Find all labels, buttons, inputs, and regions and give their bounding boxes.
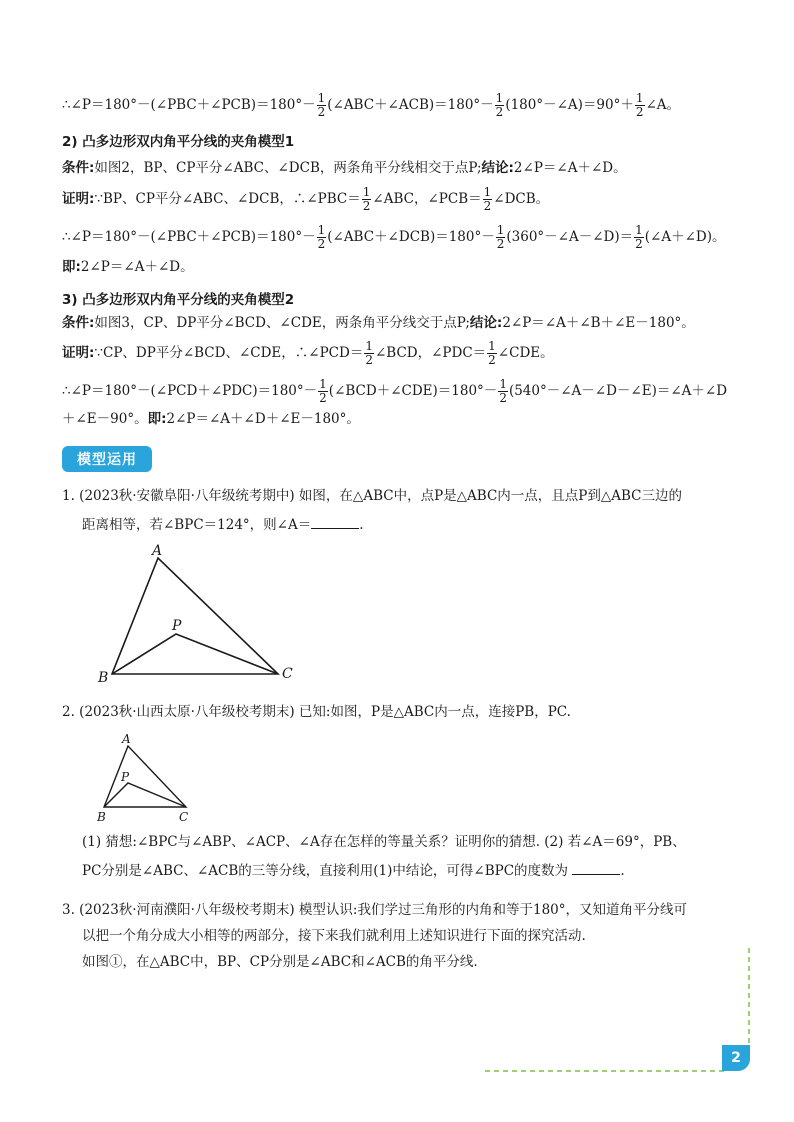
label-c: C bbox=[282, 666, 293, 682]
label-b: B bbox=[97, 810, 106, 824]
label-p: P bbox=[121, 770, 130, 784]
question-2-triangle-figure bbox=[92, 728, 207, 826]
label-c: C bbox=[179, 810, 189, 824]
label-a: A bbox=[122, 732, 131, 746]
segments-pb-pc bbox=[112, 634, 278, 674]
question-1-line-1: 1. (2023秋·安徽阜阳·八年级统考期中) 如图，在△ABC中，点P是△ABC内一点，且点P到△ABC三边的 bbox=[62, 488, 682, 504]
question-3-line-1: 3. (2023秋·河南濮阳·八年级校考期末) 模型认识:我们学过三角形的内角和等于180°，又知道角平分线可 bbox=[62, 902, 688, 918]
label-a: A bbox=[152, 543, 163, 559]
section-heading-model-1: 2) 凸多边形双内角平分线的夹角模型1 bbox=[62, 134, 295, 150]
question-3-line-2: 以把一个角分成大小相等的两部分，接下来我们就利用上述知识进行下面的探究活动. bbox=[82, 928, 586, 944]
question-2-line-1: 2. (2023秋·山西太原·八年级校考期末) 已知:如图，P是△ABC内一点，连接PB，PC. bbox=[62, 704, 571, 720]
answer-blank[interactable] bbox=[311, 514, 359, 529]
section-heading-model-2: 3) 凸多边形双内角平分线的夹角模型2 bbox=[62, 292, 295, 308]
label-b: B bbox=[98, 670, 109, 686]
answer-blank[interactable] bbox=[572, 860, 620, 875]
model-2-proof-line-1: 证明:∵CP、DP平分∠BCD、∠CDE，∴∠PCD＝ $\frac{1}{2}$ ∠BCD，∠PDC＝ $\frac{1}{2}$ ∠CDE。 bbox=[62, 339, 554, 367]
model-1-proof-line-1: 证明:∵BP、CP平分∠ABC、∠DCB，∴∠PBC＝ $\frac{1}{2}$ ∠ABC，∠PCB＝ $\frac{1}{2}$ ∠DCB。 bbox=[62, 185, 550, 213]
page-number: 2 bbox=[722, 1045, 750, 1071]
question-3-line-3: 如图①，在△ABC中，BP、CP分别是∠ABC和∠ACB的角平分线. bbox=[82, 954, 478, 970]
model-1-proof-line-2: ∴∠P＝180°－(∠PBC＋∠PCB)＝180°－ $\frac{1}{2}$ (∠ABC＋∠DCB)＝180°－ $\frac{1}{2}$ (360°－∠A－∠D)＝ $\frac{1}{2}$ (∠A＋∠D)。 bbox=[62, 223, 726, 251]
model-2-proof-line-3: ＋∠E－90°。即:2∠P＝∠A＋∠D＋∠E－180°。 bbox=[62, 411, 360, 427]
question-2-line-3: PC分别是∠ABC、∠ACB的三等分线，直接利用(1)中结论，可得∠BPC的度数为 . bbox=[82, 860, 625, 881]
page-corner-dashed-frame bbox=[480, 940, 760, 1080]
question-1-triangle-figure bbox=[92, 538, 307, 690]
model-2-proof-line-2: ∴∠P＝180°－(∠PCD＋∠PDC)＝180°－ $\frac{1}{2}$ (∠BCD＋∠CDE)＝180°－ $\frac{1}{2}$ (540°－∠A－∠D－∠E)＝∠A＋∠D bbox=[62, 377, 728, 405]
section-badge: 模型运用 bbox=[62, 446, 152, 472]
question-1-line-2: 距离相等，若∠BPC＝124°，则∠A＝ . bbox=[82, 514, 364, 535]
label-p: P bbox=[172, 618, 182, 634]
formula-line-1: ∴∠P＝180°－(∠PBC＋∠PCB)＝180°－ $\frac{1}{2}$ (∠ABC＋∠ACB)＝180°－ $\frac{1}{2}$ (180°－∠A)＝90°＋ $\frac{1}{2}$ ∠A。 bbox=[62, 91, 681, 119]
triangle-abc bbox=[104, 746, 186, 807]
triangle-abc bbox=[112, 558, 278, 674]
model-2-condition: 条件:如图3，CP、DP平分∠BCD、∠CDE，两条角平分线交于点P;结论:2∠P＝∠A＋∠B＋∠E－180°。 bbox=[62, 315, 695, 331]
question-2-line-2: (1) 猜想:∠BPC与∠ABP、∠ACP、∠A存在怎样的等量关系？证明你的猜想. (2) 若∠A＝69°，PB、 bbox=[82, 834, 686, 850]
model-1-conclusion: 即:2∠P＝∠A＋∠D。 bbox=[62, 259, 194, 275]
model-1-condition: 条件:如图2，BP、CP平分∠ABC、∠DCB，两条角平分线相交于点P;结论:2∠P＝∠A＋∠D。 bbox=[62, 160, 627, 176]
